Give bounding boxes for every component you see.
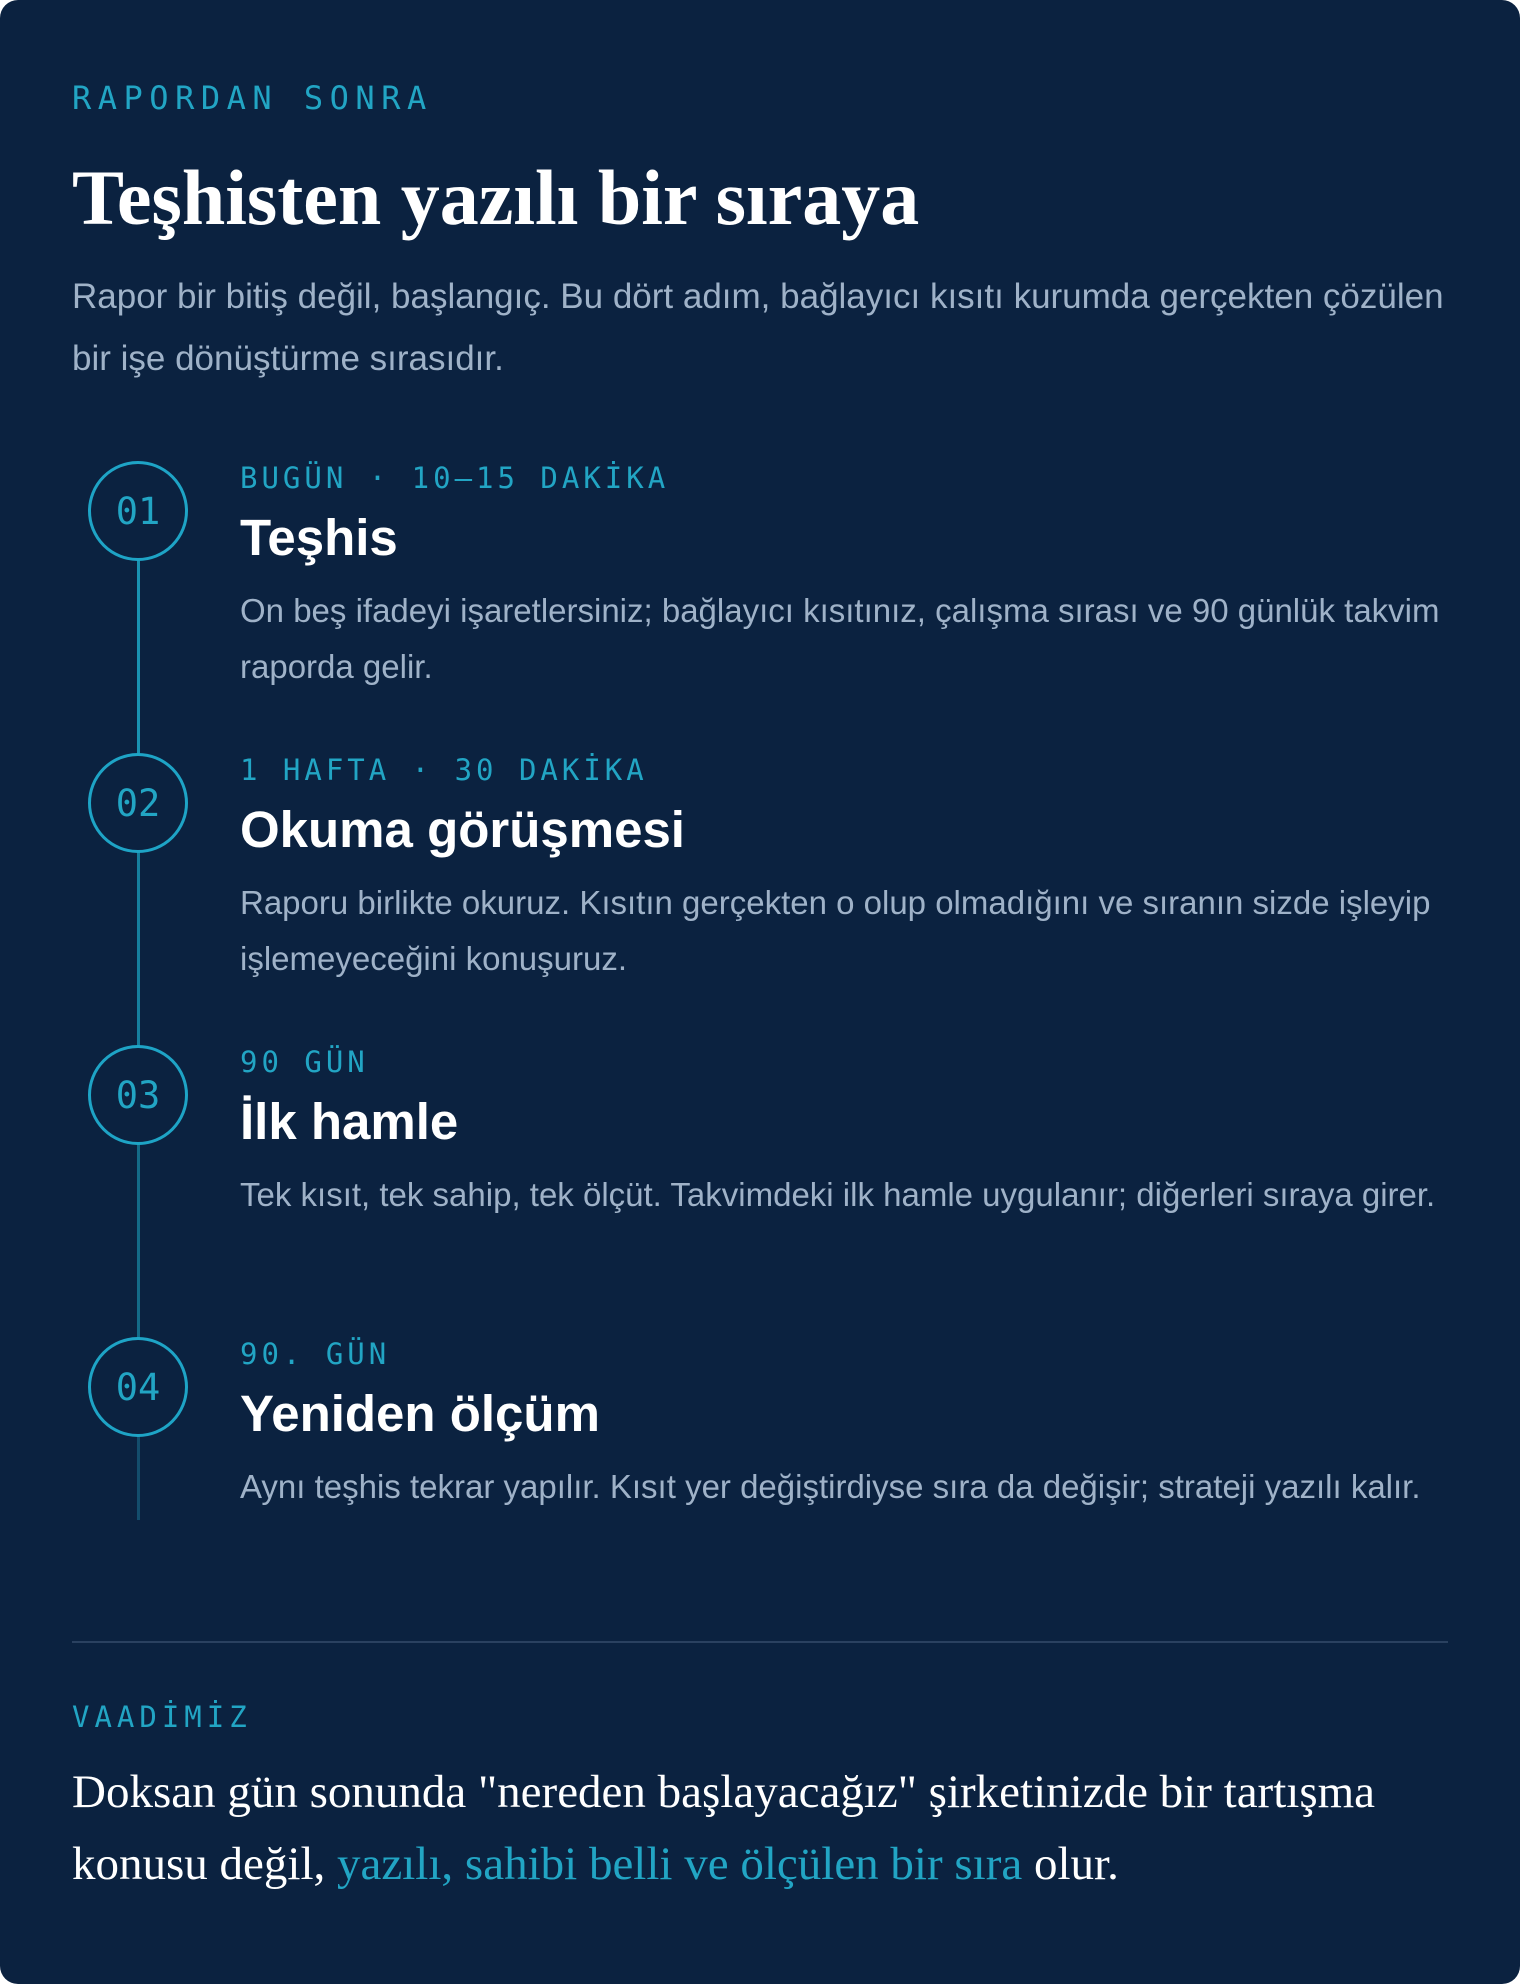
- timeline-connector: [137, 852, 140, 1046]
- section-divider: [72, 1641, 1448, 1643]
- step-title: Okuma görüşmesi: [240, 801, 685, 858]
- step-meta: 1 HAFTA · 30 DAKİKA: [240, 753, 648, 787]
- promise-label: VAADİMİZ: [72, 1700, 252, 1734]
- promise-text-end: olur.: [1022, 1838, 1119, 1890]
- step-number-badge: 02: [88, 753, 188, 853]
- timeline-connector: [137, 560, 140, 754]
- step-description: Aynı teşhis tekrar yapılır. Kısıt yer değiştirdiyse sıra da değişir; strateji yazılı kalır.: [240, 1468, 1421, 1505]
- timeline-connector: [137, 1436, 140, 1520]
- step-number-badge: 03: [88, 1045, 188, 1145]
- step-title: İlk hamle: [240, 1093, 459, 1150]
- step-description: On beş ifadeyi işaretlersiniz; bağlayıcı kısıtınız, çalışma sırası ve 90 günlük takvim raporda gelir.: [240, 592, 1440, 685]
- step-number-badge: 04: [88, 1337, 188, 1437]
- promise-statement: [72, 1756, 1462, 1900]
- step-meta: BUGÜN · 10–15 DAKİKA: [240, 461, 670, 495]
- step-title: Yeniden ölçüm: [240, 1385, 600, 1442]
- intro-paragraph: Rapor bir bitiş değil, başlangıç. Bu dört adım, bağlayıcı kısıtı kurumda gerçekten çözülen bir işe dönüştürme sırasıdır.: [72, 277, 1444, 378]
- step-title: Teşhis: [240, 509, 398, 566]
- step-description: Tek kısıt, tek sahip, tek ölçüt. Takvimdeki ilk hamle uygulanır; diğerleri sıraya girer.: [240, 1176, 1436, 1213]
- step-meta: 90. GÜN: [240, 1337, 391, 1371]
- timeline-connector: [137, 1144, 140, 1338]
- promise-highlight: yazılı, sahibi belli ve ölçülen bir sıra: [337, 1838, 1023, 1890]
- section-eyebrow: RAPORDAN SONRA: [72, 79, 433, 117]
- step-number-badge: 01: [88, 461, 188, 561]
- page-title: Teşhisten yazılı bir sıraya: [72, 154, 920, 241]
- step-meta: 90 GÜN: [240, 1045, 369, 1079]
- step-description: Raporu birlikte okuruz. Kısıtın gerçekten o olup olmadığını ve sıranın sizde işleyip işlemeyeceğini konuşuruz.: [240, 884, 1431, 977]
- promise-text-start: Doksan gün sonunda "nereden başlayacağız" şirketinizde bir tartışma konusu değil,: [72, 1766, 1376, 1890]
